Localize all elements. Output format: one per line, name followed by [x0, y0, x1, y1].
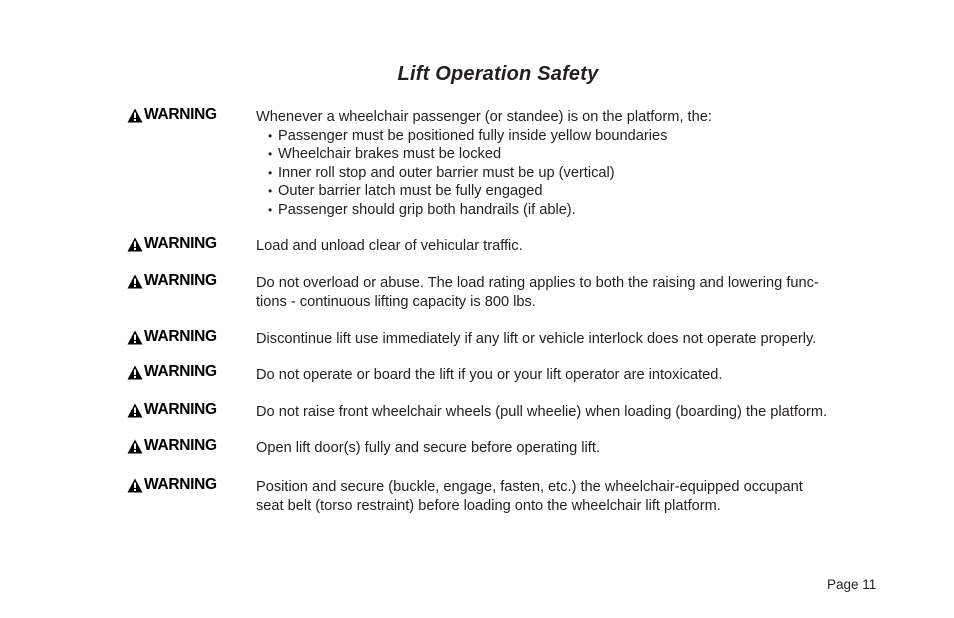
page-title: Lift Operation Safety	[397, 63, 599, 85]
list-item: • Inner roll stop and outer barrier must be up (vertical)	[268, 164, 615, 181]
warning-triangle-icon	[127, 274, 143, 289]
list-item: • Passenger should grip both handrails (if able).	[268, 201, 576, 218]
warning-label: WARNING	[127, 401, 217, 419]
list-item: • Outer barrier latch must be fully engaged	[268, 183, 543, 199]
warning-triangle-icon	[127, 403, 143, 418]
warning-triangle-icon	[127, 478, 143, 493]
warning-label: WARNING	[127, 235, 217, 253]
page-number: Page 11	[827, 577, 877, 592]
list-item: • Passenger must be positioned fully inside yellow boundaries	[268, 127, 668, 144]
warning-triangle-icon	[127, 237, 143, 252]
warning-label: WARNING	[127, 272, 217, 290]
warning-label: WARNING	[127, 437, 217, 455]
warning-label: WARNING	[127, 106, 217, 124]
bullet-list	[256, 127, 876, 220]
warning-text: Load and unload clear of vehicular traffic.	[256, 238, 523, 254]
warning-label: WARNING	[127, 363, 217, 381]
warning-triangle-icon	[127, 439, 143, 454]
warning-label: WARNING	[127, 476, 217, 494]
warning-text: Do not overload or abuse. The load rating applies to both the raising and lowering func- tions - continuous lifting capacity is 800 lbs.	[256, 275, 819, 310]
warning-triangle-icon	[127, 365, 143, 380]
warning-text: Do not raise front wheelchair wheels (pull wheelie) when loading (boarding) the platform.	[256, 404, 828, 420]
warning-text: Open lift door(s) fully and secure before operating lift.	[256, 440, 600, 456]
warning-text: Position and secure (buckle, engage, fasten, etc.) the wheelchair-equipped occupant seat belt (torso restraint) before loading onto the wheelchair lift platform.	[256, 479, 803, 514]
warning-text: Whenever a wheelchair passenger (or standee) is on the platform, the: • Passenger must be positioned fully inside yellow boundaries • Wheelchair brakes must be locked • Inner roll stop and outer barrier must be up (vertical) • Outer barrier latch must be fully engaged • Passenger should grip both handrails (if able).	[256, 108, 876, 219]
warning-text: Do not operate or board the lift if you or your lift operator are intoxicated.	[256, 367, 723, 383]
warning-text: Discontinue lift use immediately if any lift or vehicle interlock does not operate properly.	[256, 331, 817, 347]
warning-triangle-icon	[127, 330, 143, 345]
warning-label: WARNING	[127, 328, 217, 346]
warning-triangle-icon	[127, 108, 143, 123]
list-item: • Wheelchair brakes must be locked	[268, 146, 502, 162]
